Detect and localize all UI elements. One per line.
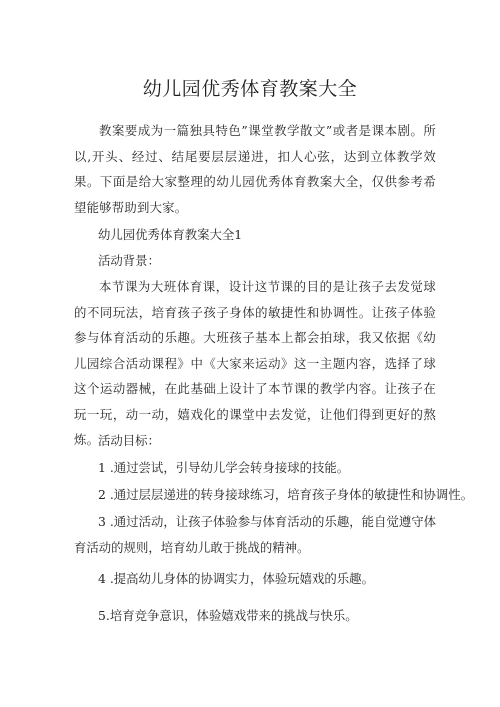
page-title: 幼儿园优秀体育教案大全 <box>142 78 358 100</box>
section-heading: 幼儿园优秀体育教案大全1 <box>98 227 243 242</box>
background-paragraph: 本节课为大班体育课，设计这节课的目的是让孩子去发觉球的不同玩法，培育孩子孩子身体的敏捷性和协调性。让孩子体验参与体育活动的乐趣。大班孩子基本上都会拍球，我又依据《幼儿园综合活动课程》中《大家来运动》这一主题内容，选择了球这个运动器械，在此基础上设计了本节课的教学内容。让孩子在玩一玩，动一动，嬉戏化的课堂中去发觉，让他们得到更好的熬炼。 <box>74 279 436 447</box>
goals-label: 活动目标： <box>98 433 160 448</box>
goal-item-4: 4 .提高幼儿身体的协调实力，体验玩嬉戏的乐趣。 <box>98 571 374 586</box>
intro-paragraph: 教案要成为一篇独具特色”课堂教学散文”或者是课本剧。所以,开头、经过、结尾要层层递进，扣人心弦，达到立体教学效果。下面是给大家整理的幼儿园优秀体育教案大全，仅供参考希望能够帮助到大家。 <box>74 123 436 215</box>
goal-item-1: 1 .通过尝试，引导幼儿学会转身接球的技能。 <box>98 460 350 475</box>
goal-item-5: 5.培育竞争意识，体验嬉戏带来的挑战与快乐。 <box>98 608 358 623</box>
goal-item-2: 2 .通过层层递进的转身接球练习，培育孩子身体的敏捷性和协调性。 <box>98 487 474 502</box>
goal-item-3: 3 .通过活动，让孩子体验参与体育活动的乐趣，能自觉遵守体育活动的规则，培育幼儿敢于挑战的精神。 <box>74 514 436 555</box>
background-label: 活动背景： <box>98 253 160 268</box>
